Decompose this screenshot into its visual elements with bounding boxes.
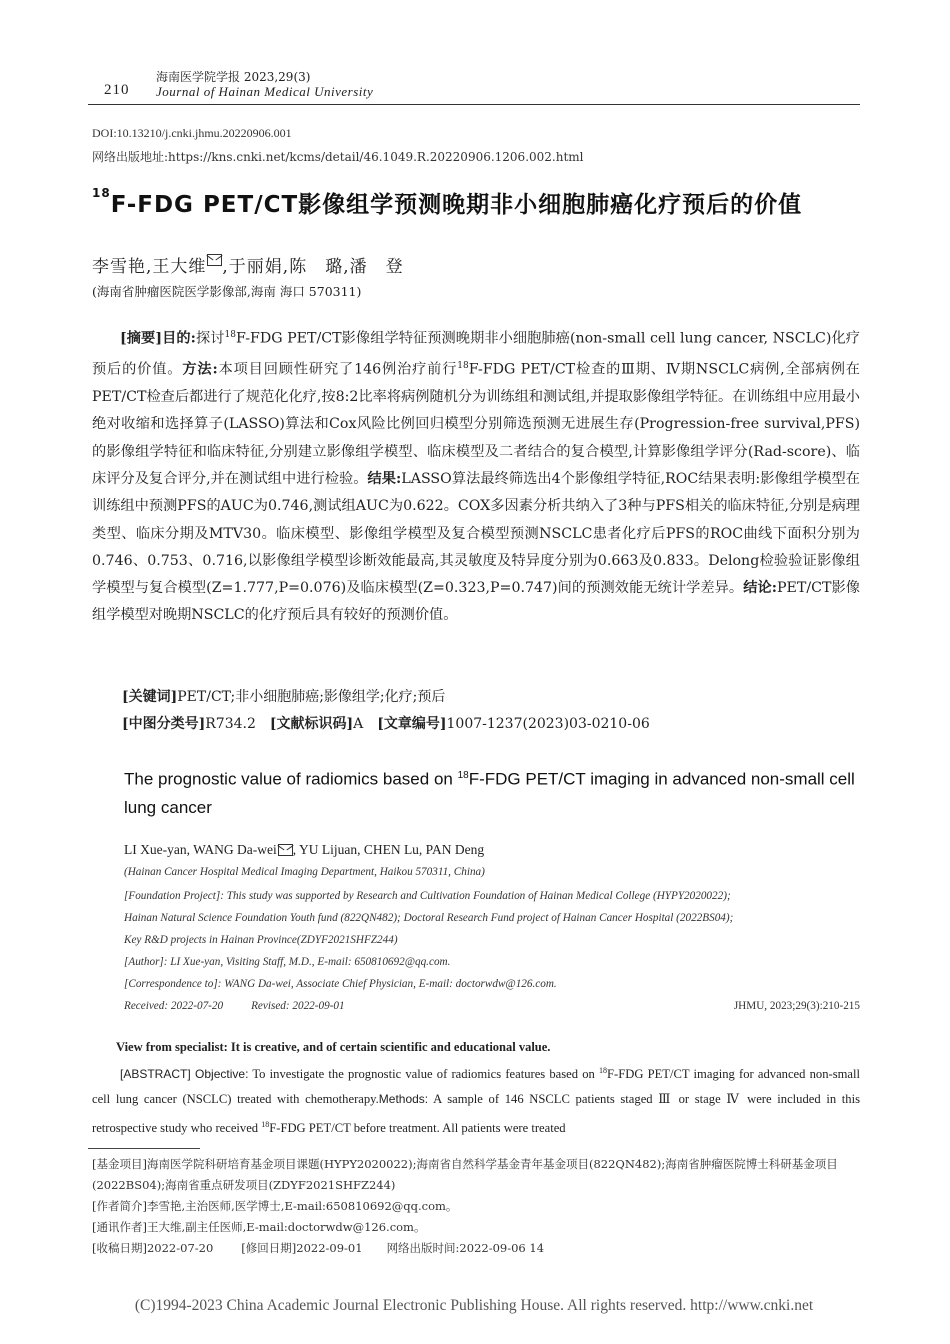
footnote-divider <box>88 1148 200 1149</box>
authors-en-part1: LI Xue-yan, WANG Da-wei <box>124 842 277 857</box>
doi-line: DOI:10.13210/j.cnki.jhmu.20220906.001 <box>92 126 292 140</box>
authors-cn-part1: 李雪艳,王大维 <box>92 257 207 277</box>
footnote-dates <box>92 1238 862 1259</box>
abstract-text: PET/CT影像组学模型对晚期NSCLC的化疗预后具有较好的预测价值。 <box>92 580 860 624</box>
correspondence-en: [Correspondence to]: WANG Da-wei, Associate Chief Physician, E-mail: doctorwdw@126.com. <box>124 978 557 990</box>
foundation-line-1: [Foundation Project]: This study was supported by Research and Cultivation Foundation of Hainan Medical College (HYPY2020022); <box>124 890 731 902</box>
objective-label: 目的: <box>162 330 196 347</box>
abstract-text: F-FDG PET/CT影像组学特征预测晚期非小细胞肺癌(non-small cell lung cancer, NSCLC)化疗预后的价值。 <box>92 330 860 378</box>
affiliation-en: (Hainan Cancer Hospital Medical Imaging Department, Haikou 570311, China) <box>124 866 485 878</box>
result-label: 结果: <box>367 470 402 487</box>
footnote-correspondence: [通讯作者]王大维,副主任医师,E-mail:doctorwdw@126.com。 <box>92 1220 426 1234</box>
abstract-text: 探讨 <box>195 330 225 347</box>
abstract-en-text: F-FDG PET/CT imaging for advanced non-small cell lung cancer (NSCLC) treated with chemotherapy. <box>92 1067 860 1107</box>
title-en-text: F-FDG PET/CT imaging in advanced non-small cell lung cancer <box>124 769 855 817</box>
journal-name-cn: 海南医学院学报 2023,29(3) <box>156 70 311 84</box>
authors-en-part2: , YU Lijuan, CHEN Lu, PAN Deng <box>292 842 485 857</box>
title-text: F-FDG PET/CT影像组学预测晚期非小细胞肺癌化疗预后的价值 <box>110 192 803 218</box>
clc-value: R734.2 <box>205 716 256 732</box>
classification-line <box>122 713 650 733</box>
conclusion-label: 结论: <box>743 580 777 597</box>
footnote-online-time: 网络出版时间:2022-09-06 14 <box>386 1241 545 1255</box>
superscript: 18 <box>224 330 236 340</box>
article-no-value: 1007-1237(2023)03-0210-06 <box>446 716 650 732</box>
received-date: Received: 2022-07-20 <box>124 1000 224 1012</box>
footnote-author: [作者简介]李雪艳,主治医师,医学博士,E-mail:650810692@qq.com。 <box>92 1199 458 1213</box>
copyright-line: (C)1994-2023 China Academic Journal Electronic Publishing House. All rights reserved. http://www.cnki.net <box>134 1297 814 1314</box>
abstract-en-text: To investigate the prognostic value of radiomics features based on <box>248 1067 600 1082</box>
superscript: 18 <box>261 1120 270 1130</box>
methods-en-label: Methods: <box>378 1092 429 1107</box>
abstract-en-text: F-FDG PET/CT before treatment. All patients were treated <box>269 1121 566 1136</box>
title-superscript: 18 <box>92 186 111 200</box>
envelope-icon <box>278 844 293 856</box>
affiliation-cn: (海南省肿瘤医院医学影像部,海南 海口 570311) <box>92 284 362 299</box>
abstract-label: [摘要] <box>120 330 163 347</box>
method-label: 方法: <box>182 361 218 378</box>
keywords-label: [关键词] <box>122 689 178 705</box>
dates-en <box>124 1000 345 1012</box>
header-divider <box>88 104 860 105</box>
authors-cn-part2: ,于丽娟,陈 璐,潘 登 <box>222 257 404 277</box>
doc-code-label: [文献标识码] <box>269 716 354 732</box>
online-address: 网络出版地址:https://kns.cnki.net/kcms/detail/46.1049.R.20220906.1206.002.html <box>92 150 584 164</box>
title-en-text: The prognostic value of radiomics based on <box>124 769 458 789</box>
abstract-en <box>92 1058 860 1141</box>
article-no-label: [文章编号] <box>377 716 447 732</box>
abstract-en-text: A sample of 146 NSCLC patients staged Ⅲ or stage Ⅳ were included in this retrospective study who received <box>92 1092 860 1136</box>
doc-code-value: A <box>353 716 364 732</box>
article-title-en <box>124 762 864 822</box>
revised-date: Revised: 2022-09-01 <box>251 1000 345 1012</box>
foundation-line-2: Hainan Natural Science Foundation Youth fund (822QN482); Doctoral Research Fund project of Hainan Cancer Hospital (2022BS04); <box>124 912 734 924</box>
envelope-icon <box>207 254 222 266</box>
citation-en: JHMU, 2023;29(3):210-215 <box>733 1000 860 1012</box>
keywords-text: PET/CT;非小细胞肺癌;影像组学;化疗;预后 <box>177 689 446 705</box>
keywords-line <box>122 686 445 706</box>
journal-name-en: Journal of Hainan Medical University <box>156 84 374 99</box>
author-info-en: [Author]: LI Xue-yan, Visiting Staff, M.D., E-mail: 650810692@qq.com. <box>124 956 451 968</box>
article-title-cn <box>92 186 802 219</box>
foundation-line-3: Key R&D projects in Hainan Province(ZDYF2021SHFZ244) <box>124 934 398 946</box>
superscript: 18 <box>457 361 469 372</box>
footnote-fund: [基金项目]海南医学院科研培育基金项目课题(HYPY2020022);海南省自然科学基金青年基金项目(822QN482);海南省肿瘤医院博士科研基金项目(2022BS04);海南省重点研发项目(ZDYF2021SHFZ244) <box>92 1157 838 1192</box>
superscript: 18 <box>599 1066 608 1075</box>
specialist-view: View from specialist: It is creative, and of certain scientific and educational value. <box>116 1040 551 1054</box>
page-number: 210 <box>104 82 130 98</box>
authors-en <box>124 842 484 858</box>
footnote-received: [收稿日期]2022-07-20 <box>92 1241 214 1255</box>
abstract-cn <box>92 322 860 630</box>
abstract-en-label: [ABSTRACT] Objective: <box>120 1067 249 1082</box>
abstract-text: 本项目回顾性研究了146例治疗前行 <box>217 361 458 378</box>
footnote-revised: [修回日期]2022-09-01 <box>241 1241 363 1255</box>
abstract-text: F-FDG PET/CT检查的Ⅲ期、Ⅳ期NSCLC病例,全部病例在PET/CT检查后都进行了规范化化疗,按8:2比率将病例随机分为训练组和测试组,并提取影像组学特征。在训练组中应用最小绝对收缩和选择算子(LASSO)算法和Cox风险比例回归模型分别筛选预测无进展生存(Progression-free survival,PFS)的影像组学特征和临床特征,分别建立影像组学模型、临床模型及二者结合的复合模型,计算影像组学评分(Rad-score)、临床评分及复合评分,并在测试组中进行检验。 <box>92 361 860 487</box>
clc-label: [中图分类号] <box>122 716 206 732</box>
abstract-text: LASSO算法最终筛选出4个影像组学特征,ROC结果表明:影像组学模型在训练组中预测PFS的AUC为0.746,测试组AUC为0.622。COX多因素分析共纳入了3种与PFS相关的临床特征,分别是病理类型、临床分期及MTV30。临床模型、影像组学模型及复合模型预测NSCLC患者化疗后PFS的ROC曲线下面积分别为0.746、0.753、0.716,以影像组学模型诊断效能最高,其灵敏度及特异度分别为0.663及0.833。Delong检验验证影像组学模型与复合模型(Z=1.777,P=0.076)及临床模型(Z=0.323,P=0.747)间的预测效能无统计学差异。 <box>92 470 860 597</box>
title-en-superscript: 18 <box>457 770 469 781</box>
authors-cn <box>92 252 404 277</box>
